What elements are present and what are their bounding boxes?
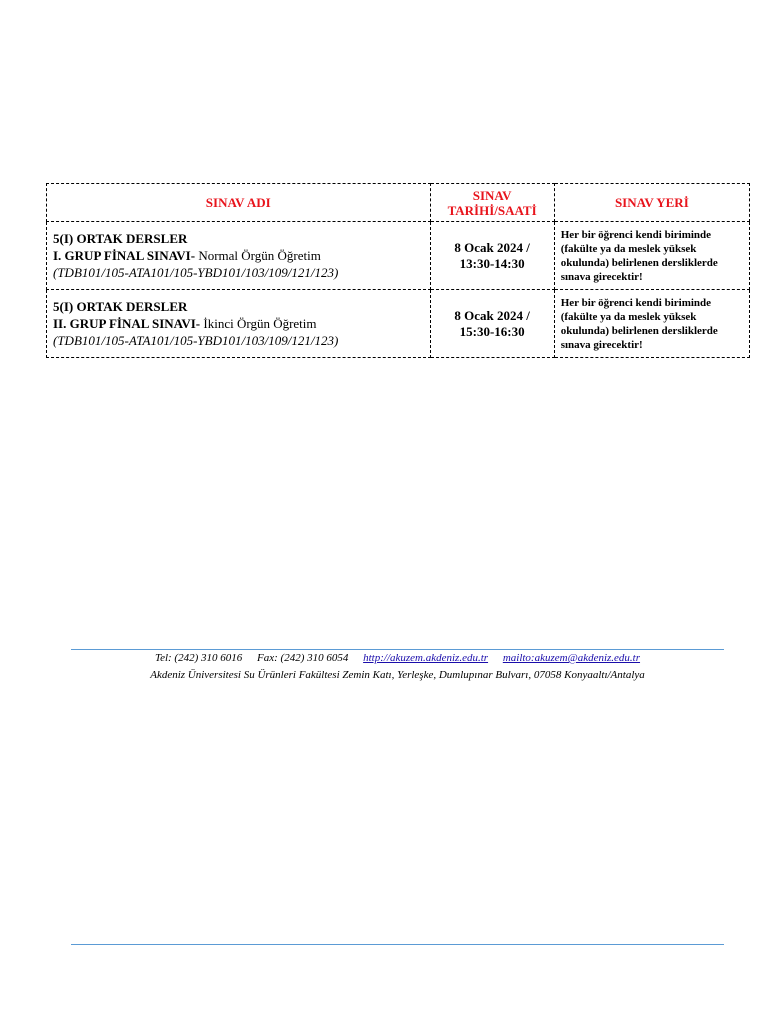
footer-contact [71, 652, 724, 665]
exam-date: 8 Ocak 2024 / [454, 307, 530, 323]
header-exam-place: SINAV YERİ [554, 184, 749, 222]
exam-date-cell [430, 222, 554, 290]
exam-name-cell [47, 222, 431, 290]
exam-schedule-table [46, 183, 750, 358]
header-date-line2: TARİHİ/SAATİ [447, 202, 537, 218]
exam-title: 5(I) ORTAK DERSLER [53, 231, 188, 246]
table-header-row [47, 184, 750, 222]
table-row [47, 222, 750, 290]
exam-codes: (TDB101/105-ATA101/105-YBD101/103/109/121/123) [53, 333, 339, 348]
exam-program: İkinci Örgün Öğretim [200, 316, 317, 331]
exam-codes: (TDB101/105-ATA101/105-YBD101/103/109/121/123) [53, 265, 339, 280]
table-row [47, 290, 750, 358]
header-exam-date [430, 184, 554, 222]
footer-address: Akdeniz Üniversitesi Su Ürünleri Fakültesi Zemin Katı, Yerleşke, Dumlupınar Bulvarı, 07058 Konyaaltı/Antalya [150, 669, 645, 681]
exam-place-cell: Her bir öğrenci kendi biriminde (fakülte ya da meslek yüksek okulunda) belirlenen dersliklerde sınava girecektir! [554, 290, 749, 358]
exam-place-cell: Her bir öğrenci kendi biriminde (fakülte ya da meslek yüksek okulunda) belirlenen dersliklerde sınava girecektir! [554, 222, 749, 290]
exam-date-cell [430, 290, 554, 358]
footer-website-link[interactable]: http://akuzem.akdeniz.edu.tr [363, 652, 489, 664]
exam-subtitle [53, 247, 424, 264]
exam-date: 8 Ocak 2024 / [454, 239, 530, 255]
footer-divider-top [71, 649, 724, 650]
exam-group: I. GRUP FİNAL SINAVI- [53, 248, 196, 263]
exam-title: 5(I) ORTAK DERSLER [53, 299, 188, 314]
header-exam-name: SINAV ADI [47, 184, 431, 222]
footer-divider-bottom [71, 944, 724, 945]
footer-fax: Fax: (242) 310 6054 [257, 652, 349, 664]
footer-tel: Tel: (242) 310 6016 [154, 652, 243, 664]
exam-name-cell [47, 290, 431, 358]
exam-time: 15:30-16:30 [459, 323, 525, 339]
exam-program: Normal Örgün Öğretim [195, 248, 321, 263]
header-date-line1: SINAV [472, 187, 512, 203]
exam-group: II. GRUP FİNAL SINAVI- [53, 316, 201, 331]
exam-time: 13:30-14:30 [459, 255, 525, 271]
footer-email-link[interactable]: mailto:akuzem@akdeniz.edu.tr [502, 652, 641, 664]
exam-subtitle [53, 315, 424, 332]
